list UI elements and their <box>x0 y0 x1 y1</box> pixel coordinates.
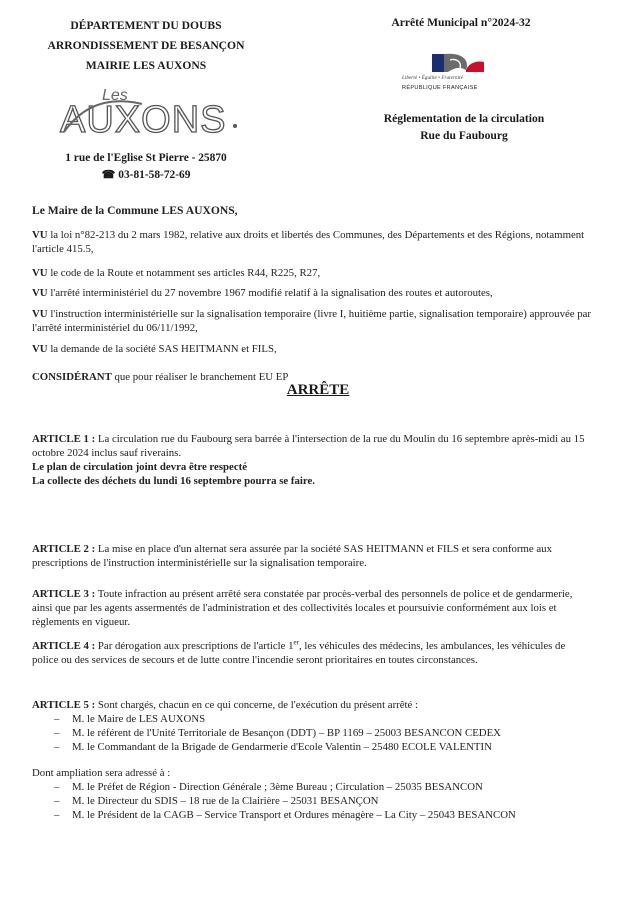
logo-small-text: Les <box>102 87 128 104</box>
regulation-subject <box>352 110 576 144</box>
article-label: ARTICLE 5 : <box>32 699 96 711</box>
article-5 <box>32 698 592 754</box>
article-1 <box>32 432 592 488</box>
article-text: La circulation rue du Faubourg sera barrée à l'intersection de la rue du Moulin du 16 septembre après-midi au 15 octobre 2024 inclus sauf riverains. <box>32 433 585 459</box>
vu-paragraph-1 <box>32 228 592 256</box>
vu-label: VU <box>32 343 48 355</box>
vu-label: VU <box>32 308 48 320</box>
article-label: ARTICLE 2 : <box>32 543 96 555</box>
article-3 <box>32 587 592 629</box>
list-item: – M. le référent de l'Unité Territoriale de Besançon (DDT) – BP 1169 – 25003 BESANCON CEDEX <box>54 726 592 740</box>
maire-heading: Le Maire de la Commune LES AUXONS, <box>32 204 238 217</box>
les-auxons-logo <box>52 82 252 142</box>
department-line: DÉPARTEMENT DU DOUBS <box>70 19 222 32</box>
regulation-line-1: Réglementation de la circulation <box>383 112 545 125</box>
regulation-line-2: Rue du Faubourg <box>420 129 508 142</box>
rf-devise: Liberté • Égalité • Fraternité <box>402 76 463 81</box>
vu-text: le code de la Route et notamment ses articles R44, R225, R27, <box>50 267 321 279</box>
article-1-bold-line-1: Le plan de circulation joint devra être respecté <box>32 461 247 473</box>
considerant-text: que pour réaliser le branchement EU EP <box>114 371 289 383</box>
article-4 <box>32 639 592 667</box>
vu-paragraph-4 <box>32 307 592 335</box>
article-label: ARTICLE 1 : <box>32 433 96 445</box>
executors-list <box>32 712 592 754</box>
vu-text: l'arrêté interministériel du 27 novembre 1967 modifié relatif à la signalisation des routes et autoroutes, <box>50 287 493 299</box>
article-text: Toute infraction au présent arrêté sera constatée par procès-verbal des personnels de police et de gendarmerie, ainsi que par les agents assermentés de l'administration et des collectivités locales et poursuivie conformément aux lois et règlements en vigueur. <box>32 588 573 628</box>
article-text-cont: , les véhicules des médecins, les ambulances, les véhicules de police ou des services de secours et de lutte contre l'incendie seront prioritaires en toutes circonstances. <box>32 640 566 666</box>
vu-text: la demande de la société SAS HEITMANN et FILS, <box>50 343 277 355</box>
list-item: – M. le Commandant de la Brigade de Gendarmerie d'Ecole Valentin – 25480 ECOLE VALENTIN <box>54 740 592 754</box>
vu-text: l'instruction interministérielle sur la signalisation temporaire (livre I, huitième partie, signalisation temporaire) approuvée par l'arrêté interministériel du 06/11/1992, <box>32 308 592 334</box>
article-text: Sont chargés, chacun en ce qui concerne, de l'exécution du présent arrêté : <box>97 699 419 711</box>
rf-name: RÉPUBLIQUE FRANÇAISE <box>402 85 478 91</box>
vu-text: la loi n°82-213 du 2 mars 1982, relative aux droits et libertés des Communes, des Départements et des Régions, notamment l'article 415.5, <box>32 229 585 255</box>
article-text: Par dérogation aux prescriptions de l'article 1 <box>97 640 294 652</box>
mairie-address-block <box>30 150 262 184</box>
telephone-icon: ☎ <box>101 169 116 181</box>
list-item: – M. le Maire de LES AUXONS <box>54 712 592 726</box>
vu-paragraph-3 <box>32 286 592 300</box>
article-2 <box>32 542 592 570</box>
ampliation-block <box>32 766 592 822</box>
article-label: ARTICLE 3 : <box>32 588 96 600</box>
vu-label: VU <box>32 229 48 241</box>
ampliation-title: Dont ampliation sera adressé à : <box>32 767 171 779</box>
mairie-phone-row <box>30 167 262 184</box>
considerant-label: CONSIDÉRANT <box>32 371 112 383</box>
mairie-phone: 03-81-58-72-69 <box>118 169 191 181</box>
list-item: – M. le Président de la CAGB – Service Transport et Ordures ménagère – La City – 25043 BESANCON <box>54 808 592 822</box>
article-superscript: er <box>293 638 299 647</box>
ampliation-list <box>32 780 592 822</box>
vu-paragraph-2 <box>32 266 592 280</box>
logo-big-text: AUXONS <box>60 99 227 141</box>
arrete-number: Arrêté Municipal n°2024-32 <box>391 16 531 29</box>
vu-paragraph-5 <box>32 342 592 356</box>
mairie-line: MAIRIE LES AUXONS <box>85 59 207 72</box>
article-label: ARTICLE 4 : <box>32 640 96 652</box>
article-text: La mise en place d'un alternat sera assurée par la société SAS HEITMANN et FILS et sera conforme aux prescriptions de l'instruction interministérielle sur la signalisation temporaire. <box>32 543 552 569</box>
mairie-address: 1 rue de l'Eglise St Pierre - 25870 <box>65 152 227 164</box>
vu-label: VU <box>32 267 48 279</box>
vu-label: VU <box>32 287 48 299</box>
article-1-bold-line-2: La collecte des déchets du lundi 16 septembre pourra se faire. <box>32 475 315 487</box>
list-item: – M. le Directeur du SDIS – 18 rue de la Clairière – 25031 BESANÇON <box>54 794 592 808</box>
arrete-title: ARRÊTE <box>286 382 350 398</box>
arrondissement-line: ARRONDISSEMENT DE BESANÇON <box>47 39 245 52</box>
list-item: – M. le Préfet de Région - Direction Générale ; 3ème Bureau ; Circulation – 25035 BESANCON <box>54 780 592 794</box>
municipality-header <box>28 16 264 76</box>
